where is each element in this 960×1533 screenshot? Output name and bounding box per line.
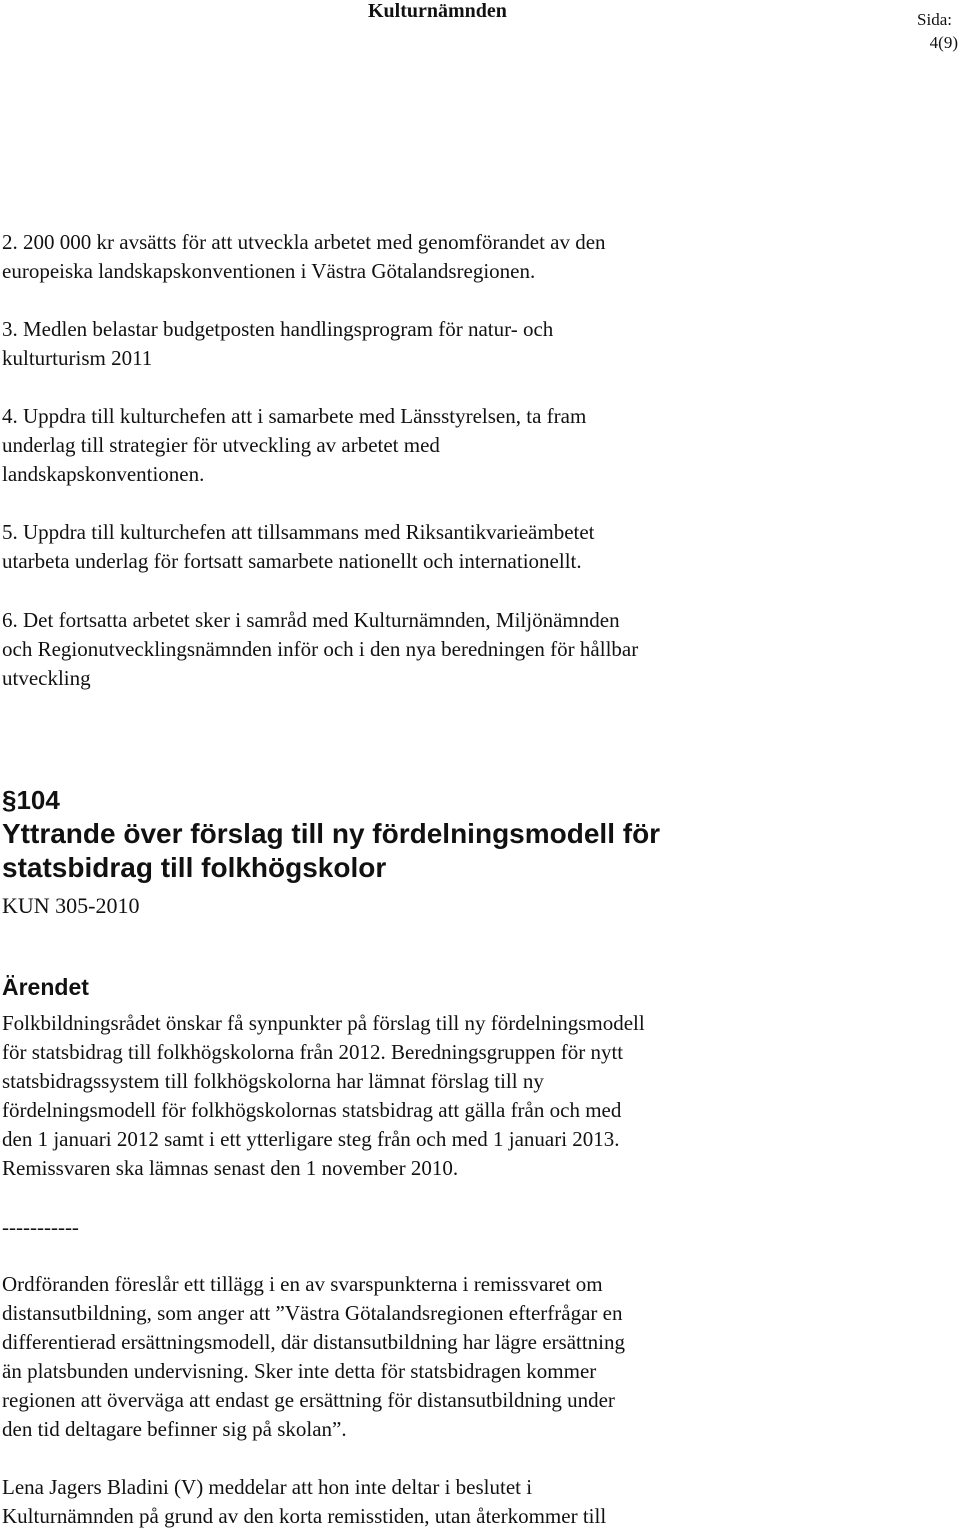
page-number: 4(9): [929, 33, 958, 52]
section-number: §104: [2, 785, 60, 815]
member-statement-paragraph: Lena Jagers Bladini (V) meddelar att hon inte deltar i beslutet i Kulturnämnden på grund av den korta remisstiden, utan återkommer till: [2, 1475, 607, 1528]
decision-item-6: 6. Det fortsatta arbetet sker i samråd med Kulturnämnden, Miljönämnden och Regionutvecklingsnämnden inför och i den nya beredningen för hållbar utveckling: [2, 608, 639, 690]
decision-item-5: 5. Uppdra till kulturchefen att tillsammans med Riksantikvarieämbetet utarbeta underlag för fortsatt samarbete nationellt och internationellt.: [2, 520, 595, 573]
matter-paragraph: Folkbildningsrådet önskar få synpunkter på förslag till ny fördelningsmodell för statsbidrag till folkhögskolorna från 2012. Beredningsgruppen för nytt statsbidragssystem till folkhögskolorna har lämnat förslag till ny fördelningsmodell för folkhögskolornas statsbidrag att gälla från och med den 1 januari 2012 samt i ett ytterligare steg från och med 1 januari 2013. Remissvaren ska lämnas senast den 1 november 2010.: [2, 1011, 645, 1180]
separator-line: -----------: [2, 1215, 79, 1239]
chair-proposal-paragraph: Ordföranden föreslår ett tillägg i en av svarspunkterna i remissvaret om distansutbildning, som anger att ”Västra Götalandsregionen efterfrågar en differentierad ersättningsmodell, där distansutbildning har lägre ersättning än platsbunden undervisning. Sker inte detta för statsbidragen kommer regionen att överväga att endast ge ersättning för distansutbildning under den tid deltagare befinner sig på skolan”.: [2, 1272, 626, 1441]
committee-title: Kulturnämnden: [368, 0, 507, 22]
case-number: KUN 305-2010: [2, 893, 140, 918]
decision-item-3: 3. Medlen belastar budgetposten handlingsprogram för natur- och kulturturism 2011: [2, 317, 554, 370]
decision-item-4: 4. Uppdra till kulturchefen att i samarbete med Länsstyrelsen, ta fram underlag till strategier för utveckling av arbetet med landskapskonventionen.: [2, 404, 587, 486]
matter-heading: Ärendet: [2, 974, 89, 1000]
page-label: Sida:: [917, 10, 952, 29]
section-title: Yttrande över förslag till ny fördelningsmodell för statsbidrag till folkhögskolor: [2, 818, 661, 883]
decision-item-2: 2. 200 000 kr avsätts för att utveckla arbetet med genomförandet av den europeiska landskapskonventionen i Västra Götalandsregionen.: [2, 230, 606, 283]
